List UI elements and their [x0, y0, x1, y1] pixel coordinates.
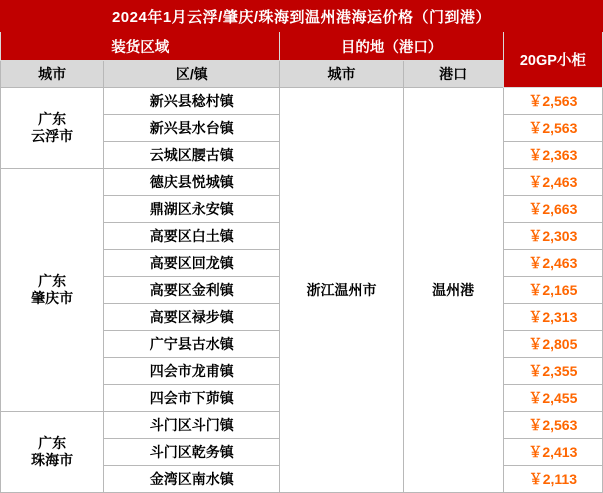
town-name: 四会市龙甫镇 [104, 358, 280, 385]
group-city-line2: 云浮市 [31, 128, 74, 144]
town-name: 金湾区南水镇 [104, 466, 280, 493]
price-value: ￥2,313 [503, 304, 602, 331]
price-value: ￥2,563 [503, 412, 602, 439]
page-title: 2024年1月云浮/肇庆/珠海到温州港海运价格（门到港） [1, 1, 603, 32]
price-value: ￥2,113 [503, 466, 602, 493]
group-city-line1: 广东 [38, 434, 67, 451]
town-name: 四会市下茆镇 [104, 385, 280, 412]
town-name: 斗门区斗门镇 [104, 412, 280, 439]
price-value: ￥2,413 [503, 439, 602, 466]
subheader-dest-city: 城市 [280, 61, 403, 88]
header-load-area: 装货区域 [1, 32, 280, 61]
price-value: ￥2,455 [503, 385, 602, 412]
group-city-line1: 广东 [38, 272, 67, 289]
subheader-port: 港口 [403, 61, 503, 88]
town-name: 高要区禄步镇 [104, 304, 280, 331]
price-value: ￥2,355 [503, 358, 602, 385]
table-header-row [1, 32, 603, 61]
town-name: 德庆县悦城镇 [104, 169, 280, 196]
price-value: ￥2,563 [503, 88, 602, 115]
price-value: ￥2,563 [503, 115, 602, 142]
group-city-line1: 广东 [38, 110, 67, 127]
group-city [1, 412, 104, 493]
town-name: 高要区回龙镇 [104, 250, 280, 277]
town-name: 斗门区乾务镇 [104, 439, 280, 466]
header-destination: 目的地（港口） [280, 32, 503, 61]
group-city [1, 88, 104, 169]
price-value: ￥2,463 [503, 169, 602, 196]
town-name: 新兴县稔村镇 [104, 88, 280, 115]
town-name: 高要区金利镇 [104, 277, 280, 304]
destination-city: 浙江温州市 [280, 88, 403, 493]
subheader-city: 城市 [1, 61, 104, 88]
group-city-line2: 珠海市 [31, 452, 74, 468]
town-name: 新兴县水台镇 [104, 115, 280, 142]
destination-port: 温州港 [403, 88, 503, 493]
subheader-town: 区/镇 [104, 61, 280, 88]
town-name: 高要区白土镇 [104, 223, 280, 250]
price-value: ￥2,663 [503, 196, 602, 223]
town-name: 云城区腰古镇 [104, 142, 280, 169]
price-value: ￥2,165 [503, 277, 602, 304]
table-title-row [1, 1, 603, 32]
price-value: ￥2,463 [503, 250, 602, 277]
town-name: 广宁县古水镇 [104, 331, 280, 358]
table-row [1, 88, 603, 115]
group-city [1, 169, 104, 412]
price-value: ￥2,303 [503, 223, 602, 250]
price-value: ￥2,805 [503, 331, 602, 358]
header-price-20gp: 20GP小柜 [503, 32, 602, 88]
price-value: ￥2,363 [503, 142, 602, 169]
group-city-line2: 肇庆市 [31, 290, 74, 306]
town-name: 鼎湖区永安镇 [104, 196, 280, 223]
